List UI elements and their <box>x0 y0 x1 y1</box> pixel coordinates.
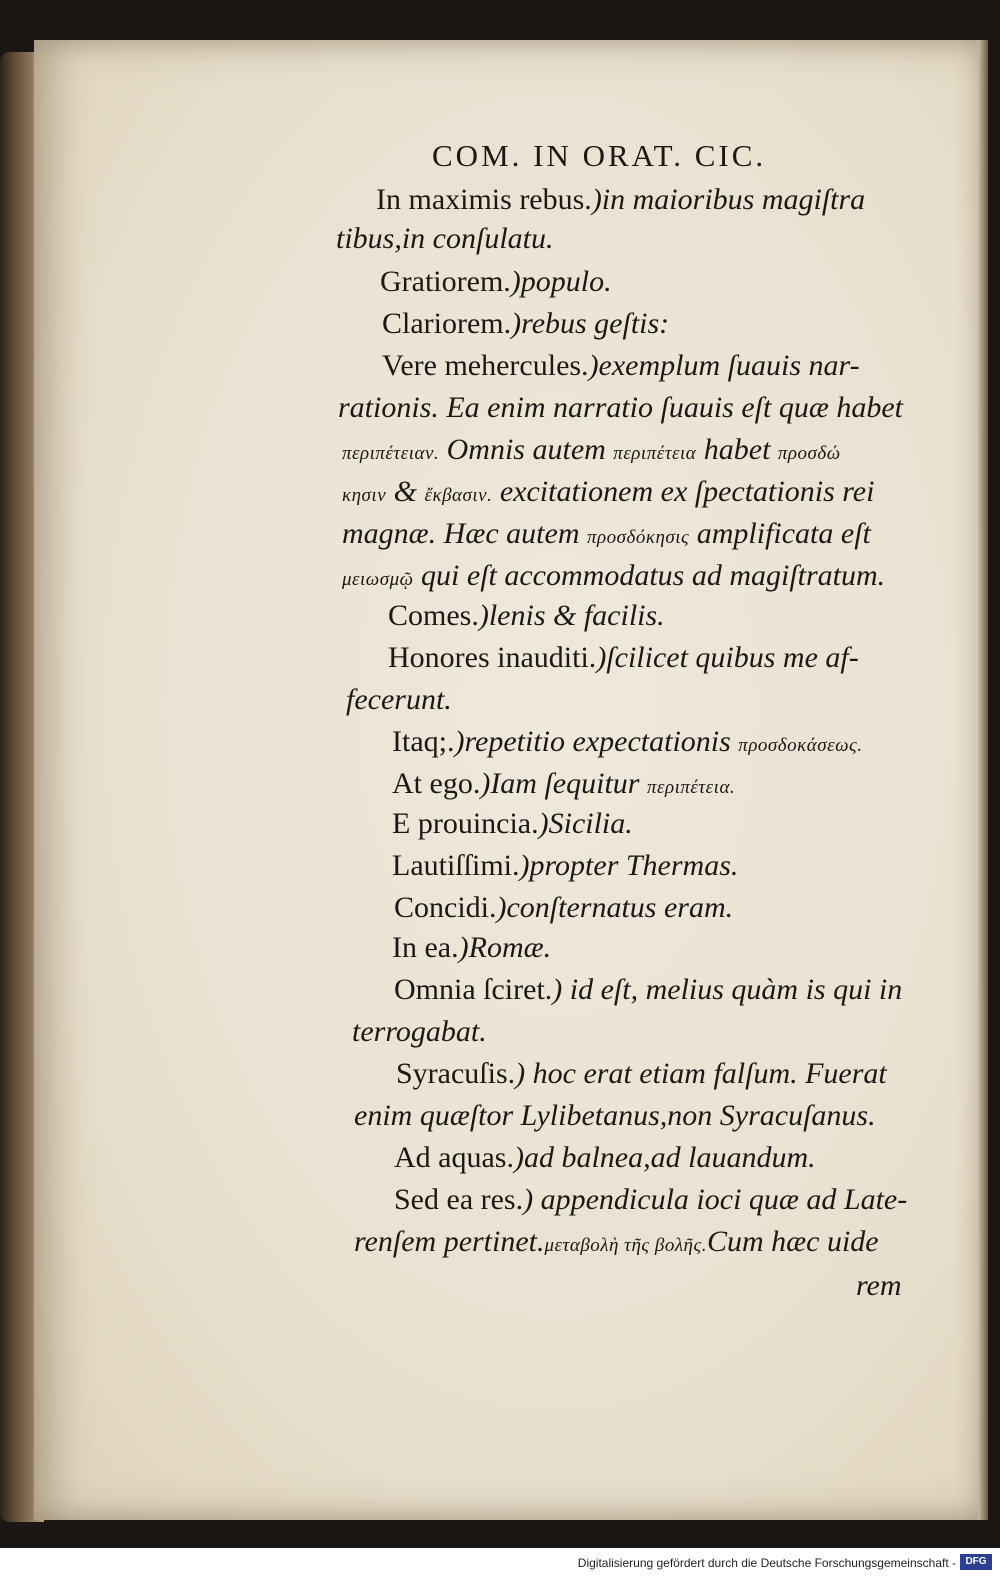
text-line <box>392 724 862 764</box>
lemma-text: Honores inauditi. <box>388 641 597 674</box>
text-line <box>342 558 885 598</box>
greek-term: μειωσμῷ <box>342 569 414 590</box>
text-line <box>856 1268 902 1304</box>
digitization-footer <box>0 1548 1000 1578</box>
greek-term: μεταβολὴ τῆς βολῆς. <box>544 1235 707 1256</box>
text-line <box>396 1056 887 1092</box>
lemma-text: Clariorem. <box>382 307 512 340</box>
commentary-text: Cum hæc uide <box>706 1225 879 1258</box>
text-line <box>346 682 452 718</box>
lemma-text: Omnia ſciret. <box>394 973 553 1006</box>
text-line <box>388 598 665 634</box>
commentary-text: amplificata eſt <box>689 517 871 550</box>
text-line <box>394 1182 907 1218</box>
commentary-text: fecerunt. <box>346 683 452 716</box>
commentary-text: )rebus geſtis: <box>511 307 670 340</box>
text-line <box>394 1140 816 1176</box>
text-line <box>354 1224 879 1264</box>
lemma-text: Itaq;. <box>392 725 455 758</box>
lemma-text: E prouincia. <box>392 807 539 840</box>
footer-credit: Digitalisierung gefördert durch die Deutsche Forschungsgemeinschaft - <box>577 1556 956 1570</box>
commentary-text: Omnis autem <box>439 433 614 466</box>
commentary-text: renſem pertinet. <box>354 1225 545 1258</box>
text-line <box>392 848 738 884</box>
commentary-text: ) hoc erat etiam falſum. Fuerat <box>515 1057 887 1090</box>
greek-term: περιπέτειαν. <box>342 443 440 464</box>
text-line <box>394 972 902 1008</box>
lemma-text: At ego. <box>392 767 481 800</box>
commentary-text: magnæ. Hæc autem <box>342 517 587 550</box>
greek-term: περιπέτεια <box>613 443 697 464</box>
commentary-text: )Romæ. <box>458 931 552 964</box>
text-line <box>342 516 871 556</box>
lemma-text: Ad aquas. <box>394 1141 514 1174</box>
text-line <box>354 1098 876 1134</box>
page-right-edge <box>978 40 988 1520</box>
greek-term: περιπέτεια. <box>646 777 736 798</box>
commentary-text: )ſcilicet quibus me af- <box>596 641 859 674</box>
text-line <box>380 264 612 300</box>
commentary-text: ) appendicula ioci quæ ad Late- <box>523 1183 908 1216</box>
text-line <box>376 182 865 218</box>
lemma-text: Gratiorem. <box>380 265 511 298</box>
text-line <box>336 221 554 257</box>
commentary-text: )in maioribus magiſtra <box>591 183 866 216</box>
lemma-text: In ea. <box>392 931 459 964</box>
commentary-text: )repetitio expectationis <box>454 725 739 758</box>
text-line <box>392 806 633 842</box>
text-line <box>394 890 733 926</box>
lemma-text: Vere mehercules. <box>382 349 589 382</box>
commentary-text: )Sicilia. <box>538 807 633 840</box>
text-line <box>392 930 551 966</box>
commentary-text: excitationem ex ſpectationis rei <box>492 475 875 508</box>
commentary-text: )lenis & facilis. <box>478 599 665 632</box>
commentary-text: )propter Thermas. <box>519 849 739 882</box>
commentary-text: tibus,in conſulatu. <box>336 222 554 255</box>
commentary-text: & <box>386 475 425 508</box>
greek-term: ἔκβασιν. <box>424 485 493 506</box>
lemma-text: Syracuſis. <box>396 1057 516 1090</box>
dfg-logo: DFG <box>960 1554 992 1570</box>
text-line <box>342 474 874 514</box>
running-head: COM. IN ORAT. CIC. <box>432 138 767 173</box>
lemma-text: In maximis rebus. <box>376 183 592 216</box>
commentary-text: )populo. <box>510 265 612 298</box>
text-line <box>392 766 735 806</box>
commentary-text: )Iam ſequitur <box>480 767 647 800</box>
greek-term: προσδώ <box>777 443 841 464</box>
lemma-text: Concidi. <box>394 891 497 924</box>
commentary-text: )ad balnea,ad lauandum. <box>513 1141 816 1174</box>
greek-term: προσδοκάσεως. <box>738 735 863 756</box>
text-line <box>342 432 841 472</box>
lemma-text: Comes. <box>388 599 479 632</box>
commentary-text: enim quæſtor Lylibetanus,non Syracuſanus. <box>354 1099 876 1132</box>
greek-term: κησιν <box>342 485 387 506</box>
commentary-text: qui eſt accommodatus ad magiſtratum. <box>413 559 886 592</box>
commentary-text: )exemplum ſuauis nar- <box>588 349 860 382</box>
commentary-text: terrogabat. <box>352 1015 487 1048</box>
commentary-text: )conſternatus eram. <box>496 891 734 924</box>
text-line <box>382 348 860 384</box>
greek-term: προσδόκησις <box>586 527 690 548</box>
commentary-text: rationis. Ea enim narratio ſuauis eſt quæ habet <box>338 391 904 424</box>
text-line <box>338 390 903 426</box>
text-line <box>388 640 859 676</box>
lemma-text: Sed ea res. <box>394 1183 524 1216</box>
commentary-text: rem <box>856 1269 902 1302</box>
lemma-text: Lautiſſimi. <box>392 849 520 882</box>
commentary-text: habet <box>696 433 778 466</box>
commentary-text: ) id eſt, melius quàm is qui in <box>552 973 903 1006</box>
text-line <box>352 1014 487 1050</box>
text-line <box>382 306 669 342</box>
